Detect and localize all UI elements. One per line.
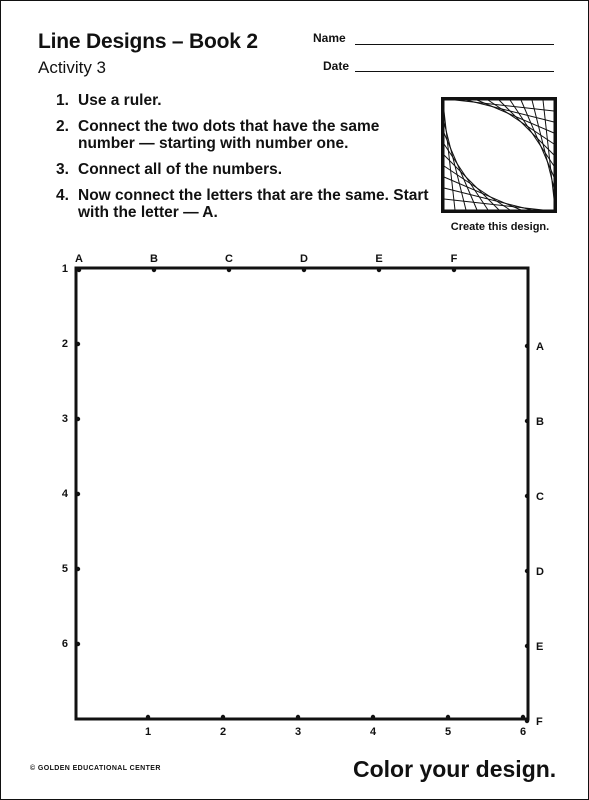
instruction-text: Now connect the letters that are the same. Start with the letter — A. bbox=[78, 187, 429, 221]
instruction-number: 2. bbox=[56, 118, 69, 135]
right-letter-label: F bbox=[536, 716, 543, 728]
left-number-dot[interactable] bbox=[76, 492, 80, 496]
bottom-number-dot[interactable] bbox=[521, 715, 525, 719]
left-number-label: 2 bbox=[61, 338, 68, 350]
bottom-number-label: 2 bbox=[219, 726, 227, 738]
right-letter-label: C bbox=[536, 491, 544, 503]
bottom-number-dot[interactable] bbox=[146, 715, 150, 719]
activity-subtitle: Activity 3 bbox=[38, 58, 107, 77]
left-number-dot[interactable] bbox=[76, 342, 80, 346]
instruction-text: Connect all of the numbers. bbox=[78, 161, 283, 178]
left-number-label: 5 bbox=[61, 563, 68, 575]
bottom-number-label: 5 bbox=[444, 726, 452, 738]
right-letter-dot[interactable] bbox=[525, 569, 529, 573]
top-letter-dot[interactable] bbox=[377, 268, 381, 272]
right-letter-dot[interactable] bbox=[525, 719, 529, 723]
top-letter-label: E bbox=[375, 253, 383, 265]
name-label: Name bbox=[313, 31, 346, 45]
instruction-text: Connect the two dots that have the same number — starting with number one. bbox=[78, 118, 380, 152]
bottom-number-label: 6 bbox=[519, 726, 527, 738]
drawing-square bbox=[76, 268, 528, 719]
left-number-dot[interactable] bbox=[76, 417, 80, 421]
bottom-number-dot[interactable] bbox=[296, 715, 300, 719]
right-letter-label: A bbox=[536, 341, 544, 353]
bottom-number-label: 1 bbox=[144, 726, 152, 738]
bottom-number-dot[interactable] bbox=[221, 715, 225, 719]
copyright-notice: © GOLDEN EDUCATIONAL CENTER bbox=[30, 765, 161, 772]
bottom-number-label: 4 bbox=[369, 726, 377, 738]
color-prompt: Color your design. bbox=[353, 756, 557, 782]
date-label: Date bbox=[323, 59, 350, 73]
sample-caption: Create this design. bbox=[450, 221, 550, 233]
top-letter-label: C bbox=[225, 253, 233, 265]
right-letter-dot[interactable] bbox=[525, 344, 529, 348]
top-letter-label: F bbox=[450, 253, 458, 265]
right-letter-label: E bbox=[536, 641, 544, 653]
left-number-dot[interactable] bbox=[76, 267, 80, 271]
instruction-number: 4. bbox=[56, 187, 69, 204]
bottom-number-label: 3 bbox=[294, 726, 302, 738]
top-letter-dot[interactable] bbox=[152, 268, 156, 272]
left-number-label: 6 bbox=[61, 638, 68, 650]
top-letter-label: B bbox=[150, 253, 158, 265]
top-letter-label: A bbox=[75, 253, 83, 265]
instruction-number: 3. bbox=[56, 161, 69, 178]
left-number-dot[interactable] bbox=[76, 642, 80, 646]
left-number-label: 1 bbox=[61, 263, 68, 275]
right-letter-dot[interactable] bbox=[525, 419, 529, 423]
left-number-dot[interactable] bbox=[76, 567, 80, 571]
top-letter-dot[interactable] bbox=[452, 268, 456, 272]
top-letter-dot[interactable] bbox=[302, 268, 306, 272]
right-letter-label: D bbox=[536, 566, 544, 578]
right-letter-dot[interactable] bbox=[525, 644, 529, 648]
bottom-number-dot[interactable] bbox=[446, 715, 450, 719]
instruction-text: Use a ruler. bbox=[78, 92, 162, 109]
grid-dots bbox=[76, 267, 529, 723]
instruction-number: 1. bbox=[56, 92, 69, 109]
left-number-label: 4 bbox=[61, 488, 68, 500]
right-letter-dot[interactable] bbox=[525, 494, 529, 498]
bottom-number-dot[interactable] bbox=[371, 715, 375, 719]
worksheet-title: Line Designs – Book 2 bbox=[38, 30, 258, 53]
top-letter-dot[interactable] bbox=[227, 268, 231, 272]
right-letter-label: B bbox=[536, 416, 544, 428]
grid-labels bbox=[62, 253, 544, 738]
top-letter-label: D bbox=[300, 253, 308, 265]
left-number-label: 3 bbox=[61, 413, 68, 425]
